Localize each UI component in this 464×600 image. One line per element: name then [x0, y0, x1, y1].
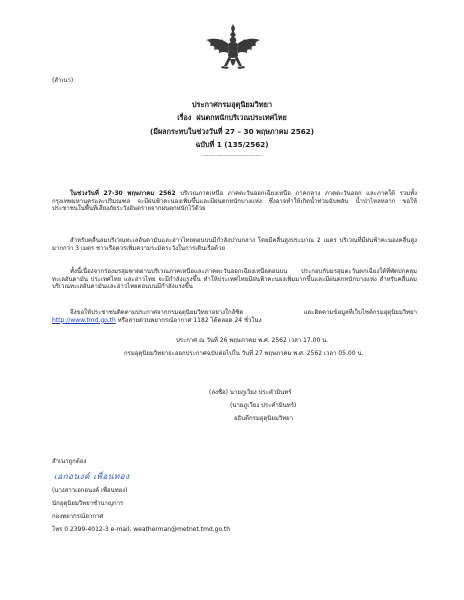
announced-date: ประกาศ ณ วันที่ 26 พฤษภาคม พ.ศ. 2562 เวลา 17.00 น. [176, 337, 329, 344]
tmd-website-link[interactable]: http://www.tmd.go.th [52, 316, 116, 324]
cause-text: ทั้งนี้เนื่องจากร่องมรสุมพาดผ่านบริเวณภาคเหนือและภาคตะวันออกเฉียงเหนือตอนบน ประกอบกับมรสุมตะวันตกเฉียงใต้ที่พัดปกคลุมทะเลอันดามัน ประเทศไทย และอ่าวไทย จะมีกำลังแรงขึ้น ทำให้ประเทศไทยมีฝนฟ้าคะนองเพิ่มมากขึ้นและมีฝนตกหนักบางแห่ง สำหรับคลื่นลมบริเวณทะเลอันดามันและอ่าวไทยตอนบนมีกำลังแรงขึ้น [52, 268, 417, 290]
certified-copy-label: สำเนาถูกต้อง [52, 458, 87, 465]
contact-info: โทร 0 2399-4012-3 e-mail; weatherman@metnet.tmd.go.th [52, 526, 231, 533]
signed-line: (ลงชื่อ) นายภูเวียง ประคำมินทร์ [209, 389, 292, 396]
title-separator: ---------------------------- [201, 152, 263, 159]
forecast-period: ในช่วงวันที่ 27-30 พฤษภาคม 2562 [70, 190, 176, 197]
garuda-emblem-icon [202, 22, 264, 78]
paragraph-advice [52, 309, 417, 324]
waves-text: สำหรับคลื่นลมบริเวณทะเลอันดามันและอ่าวไทยตอนบนมีกำลังปานกลาง โดยมีคลื่นสูงประมาณ 2 เมตร บริเวณที่มีฝนฟ้าคะนองคลื่นสูงมากกว่า 3 เมตร ชาวเรือควรเพิ่มความระมัดระวังในการเดินเรือด้วย [52, 237, 417, 252]
hotline-text: หรือสายด่วนพยากรณ์อากาศ 1182 ได้ตลอด 24 ชั่วโมง [115, 316, 262, 324]
next-issue-date: กรมอุตุนิยมวิทยาจะออกประกาศฉบับต่อไปใน วันที่ 27 พฤษภาคม พ.ศ. 2562 เวลา 05.00 น. [124, 350, 364, 357]
certifier-position: นักอุตุนิยมวิทยาชำนาญการ [52, 500, 124, 507]
handwritten-signature: เอกอนงค์ เพื่อนทอง [54, 472, 130, 481]
paragraph-waves [52, 237, 417, 252]
forecast-text: บริเวณภาคเหนือ ภาคตะวันออกเฉียงเหนือ ภาคกลาง ภาคตะวันออก และภาคใต้ รวมทั้งกรุงเทพมหานครและปริมณฑล จะมีฝนฟ้าคะนองเพิ่มขึ้นและมีฝนตกหนักบางแห่ง ซึ่งอาจทำให้เกิดน้ำท่วมฉับพลัน น้ำป่าไหลหลาก ขอให้ประชาชนในพื้นที่เสี่ยงภัยระวังอันตรายจากฝนตกหนักไว้ด้วย [52, 190, 417, 212]
document-subject [0, 113, 464, 122]
certifier-name: (นางสาวเอกอนงค์ เพื่อนทอง) [52, 487, 128, 494]
document-title: ประกาศกรมอุตุนิยมวิทยา [191, 100, 273, 109]
advice-text: จึงขอให้ประชาชนติดตามประกาศจากกรมอุตุนิยมวิทยาอย่างใกล้ชิด และติดตามข้อมูลที่เว็บไซต์กรมอุตุนิยมวิทยา [70, 309, 417, 316]
certifier-division: กองพยากรณ์อากาศ [52, 513, 104, 520]
effect-period: (มีผลกระทบในช่วงวันที่ 27 – 30 พฤษภาคม 2562) [149, 127, 315, 136]
paragraph-cause [52, 268, 417, 291]
signatory-name: (นายภูเวียง ประคำมินทร์) [230, 402, 297, 409]
copy-label: (สำเนา) [52, 77, 74, 84]
subject-text: ฝนตกหนักบริเวณประเทศไทย [196, 113, 287, 122]
subject-prefix: เรื่อง [177, 113, 192, 122]
signatory-position: อธิบดีกรมอุตุนิยมวิทยา [234, 415, 294, 422]
issue-number: ฉบับที่ 1 (135/2562) [195, 140, 269, 149]
paragraph-forecast [52, 190, 417, 213]
